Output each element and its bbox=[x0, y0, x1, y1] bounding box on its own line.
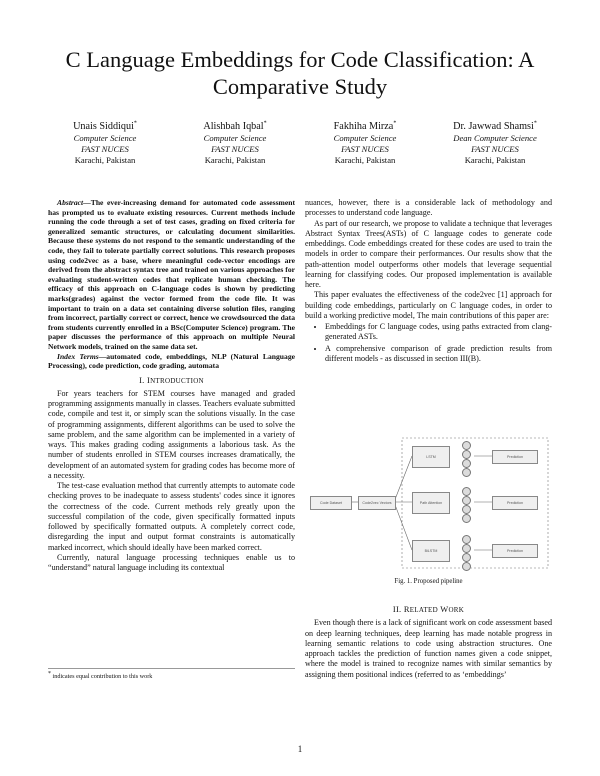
author-location: Karachi, Pakistan bbox=[334, 155, 396, 165]
author-mark: * bbox=[133, 120, 137, 127]
paper-title: C Language Embeddings for Code Classification: A Comparative Study bbox=[65, 47, 535, 99]
author-dept: Computer Science bbox=[203, 133, 267, 143]
author-mark: * bbox=[263, 120, 267, 127]
author-name: Dr. Jawwad Shamsi bbox=[453, 121, 534, 132]
neuron-node bbox=[462, 487, 471, 496]
pipeline-figure bbox=[306, 432, 552, 572]
index-terms-text: —automated code, embeddings, NLP (Natural Language Processing), code prediction, code grading, automata bbox=[48, 351, 295, 371]
section-heading-introduction: I. INTRODUCTION bbox=[139, 375, 204, 385]
author-org: FAST NUCES bbox=[471, 144, 519, 154]
left-column bbox=[48, 198, 295, 573]
author-mark: * bbox=[533, 120, 537, 127]
branch-line-top bbox=[394, 456, 412, 502]
author-location: Karachi, Pakistan bbox=[464, 155, 526, 165]
intro-paragraph: The test-case evaluation method that currently attempts to automate code checking proves to be inadequate to assess students' codes since it ignores the correctness of the code. Current methods rely greatly upon the successful compilation of the code, given specifically formatted inputs followed by specifically formatted outputs. A completely correct code, disregarding the input and output format constraints is automatically marked incorrect, which should ideally have been marked correct. bbox=[48, 481, 295, 552]
page-number: 1 bbox=[297, 744, 303, 754]
neuron-node bbox=[462, 496, 471, 505]
neuron-node bbox=[462, 535, 471, 544]
code2vec-vectors-box: Code2vec Vectors bbox=[358, 496, 396, 510]
path-attention-model-box: Path Attention bbox=[412, 492, 450, 514]
author-block bbox=[430, 120, 560, 166]
neuron-node bbox=[462, 544, 471, 553]
author-location: Karachi, Pakistan bbox=[204, 155, 266, 165]
author-dept: Computer Science bbox=[333, 133, 397, 143]
lstm-model-box: LSTM bbox=[412, 446, 450, 468]
author-name: Fakhiha Mirza bbox=[333, 121, 394, 132]
figure-caption: Fig. 1. Proposed pipeline bbox=[394, 578, 463, 585]
author-org: FAST NUCES bbox=[81, 144, 129, 154]
abstract bbox=[48, 198, 295, 352]
bilstm-model-box: BiLSTM bbox=[412, 540, 450, 562]
neuron-node bbox=[462, 505, 471, 514]
footnote bbox=[48, 668, 295, 680]
prediction-box: Prediction bbox=[492, 450, 538, 464]
prediction-box: Prediction bbox=[492, 496, 538, 510]
author-block bbox=[170, 120, 300, 166]
section-heading-related-work: II. RELATED WORK bbox=[392, 605, 465, 614]
author-name: Unais Siddiqui bbox=[73, 121, 134, 132]
author-dept: Computer Science bbox=[73, 133, 137, 143]
neuron-node bbox=[462, 468, 471, 477]
author-org: FAST NUCES bbox=[341, 144, 389, 154]
neuron-node bbox=[462, 553, 471, 562]
intro-paragraph: For years teachers for STEM courses have managed and graded programming assignments manually in classes. Teachers evaluate submitted code, compile and test it, or simply scan the solutions visually. In the case of programming assignments, different algorithms can be used to solve the same problem, and the same algorithm can be implemented in a variety of ways. This makes grading coding assignments a laborious task. As the number of students enrolled in STEM courses increases dramatically, the development of an automated system for grading codes has become more of a necessity. bbox=[48, 388, 295, 480]
contribution-item: • Embeddings for C language codes, using paths extracted from clang-generated ASTs. bbox=[325, 322, 552, 343]
abstract-label: Abstract bbox=[57, 198, 84, 207]
contribution-item: • A comprehensive comparison of grade prediction results from different models - as discussed in section III(B). bbox=[325, 344, 552, 365]
author-name: Alishbah Iqbal bbox=[203, 121, 264, 132]
intro-paragraph: Currently, natural language processing techniques enable us to “understand” natural language including its contextual bbox=[48, 552, 295, 573]
prediction-box: Prediction bbox=[492, 544, 538, 558]
branch-line-bottom bbox=[394, 502, 412, 550]
right-column bbox=[305, 198, 552, 366]
body-paragraph: As part of our research, we propose to validate a technique that leverages Abstract Syntax Trees(ASTs) of C language codes to generate code embeddings. Code embeddings created for these codes are used to train the models in order to compare their performances. Our results show that the path-attention model outperforms other models that leverage sequential learning for classifying codes. Our proposed implementation is available here. bbox=[305, 218, 552, 289]
related-work-block bbox=[305, 600, 552, 680]
author-block bbox=[300, 120, 430, 166]
continued-paragraph: nuances, however, there is a considerable lack of methodology and processes to understand code language. bbox=[305, 198, 552, 218]
body-paragraph: This paper evaluates the effectiveness of the code2vec [1] approach for building code embeddings, particularly on C language codes, in order to build a working predictive model, The main contributions of this paper are: bbox=[305, 290, 552, 320]
code-dataset-box: Code Dataset bbox=[310, 496, 352, 510]
neuron-node bbox=[462, 562, 471, 571]
author-dept: Dean Computer Science bbox=[453, 133, 537, 143]
neuron-node bbox=[462, 459, 471, 468]
related-work-paragraph: Even though there is a lack of significant work on code assessment based on deep learning techniques, deep learning has made notable progress in learning semantic relations to code using abstraction structures. One approach tackles the prediction of function names given a code snippet, where the model is trained to recognize names with similar semantics by assigning them positional indices (referred to as ‘embeddings’ bbox=[305, 618, 552, 679]
footnote-text: indicates equal contribution to this work bbox=[52, 673, 153, 680]
abstract-text: —The ever-increasing demand for automated code assessment has prompted us to evaluate existing resources. Current methods include running the code through a set of test cases, grading on fixed criteria for generalized semantic structures, or calculating document similarities. Because these systems do not respond to the semantic understanding of the code, they fail to tolerate partially correct solutions. This research proposes using code2vec as a base, where meaningful code-vector encodings are derived from the abstract syntax tree and trained on various approaches for evaluating student-written codes that replicate human checking. The efficacy of this approach on C-language codes is shown by predicting marks(grades) against the vector formed from the code file. It was important to train on a data set containing diverse solution files, ranging from incorrect, partially correct or correct, hence we crowdsourced the data from students currently enrolled in a BSc(Computer Science) program. The paper discusses the performance of this approach on multiple Neural Network models, trained on the same data set. bbox=[48, 198, 295, 351]
contribution-list bbox=[305, 322, 552, 364]
author-list bbox=[40, 120, 560, 166]
neuron-node bbox=[462, 514, 471, 523]
author-location: Karachi, Pakistan bbox=[74, 155, 136, 165]
index-terms-label: Index Terms bbox=[57, 351, 99, 361]
author-mark: * bbox=[393, 120, 397, 127]
index-terms bbox=[48, 352, 295, 371]
author-block bbox=[40, 120, 170, 166]
author-org: FAST NUCES bbox=[211, 144, 259, 154]
footnote-mark: * bbox=[48, 670, 51, 677]
neuron-node bbox=[462, 450, 471, 459]
neuron-node bbox=[462, 441, 471, 450]
